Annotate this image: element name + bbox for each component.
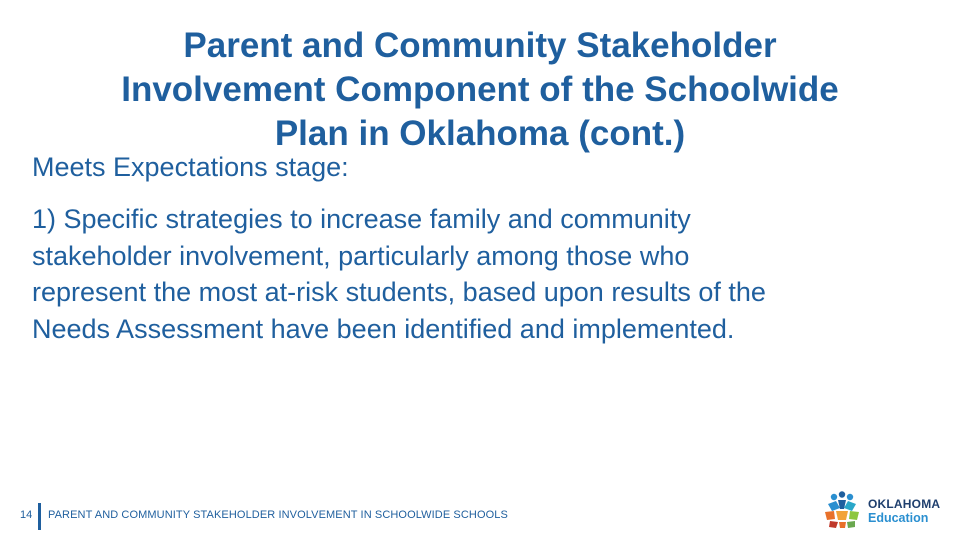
- slide-footer: [0, 500, 960, 534]
- slide-title: [40, 24, 920, 156]
- logo-text-oklahoma: OKLAHOMA: [868, 497, 941, 511]
- title-line-1: Parent and Community Stakeholder: [183, 26, 777, 65]
- body-line-4: Needs Assessment have been identified and implemented.: [32, 313, 735, 344]
- title-line-3: Plan in Oklahoma (cont.): [274, 114, 686, 153]
- footer-divider: [38, 503, 41, 530]
- body-line-3: represent the most at-risk students, based upon results of the: [32, 277, 766, 307]
- oklahoma-education-logo: [822, 490, 947, 530]
- body-line-1: 1) Specific strategies to increase family and community: [32, 204, 691, 234]
- oklahoma-education-logo-icon: [822, 490, 862, 530]
- body-paragraph: [32, 201, 932, 347]
- logo-text-education: Education: [868, 511, 929, 525]
- title-line-2: Involvement Component of the Schoolwide: [121, 70, 839, 109]
- body-line-2: stakeholder involvement, particularly among those who: [32, 240, 690, 271]
- page-number: 14: [20, 509, 33, 521]
- footer-text: PARENT AND COMMUNITY STAKEHOLDER INVOLVEMENT IN SCHOOLWIDE SCHOOLS: [48, 509, 508, 521]
- stage-label: Meets Expectations stage:: [32, 152, 349, 182]
